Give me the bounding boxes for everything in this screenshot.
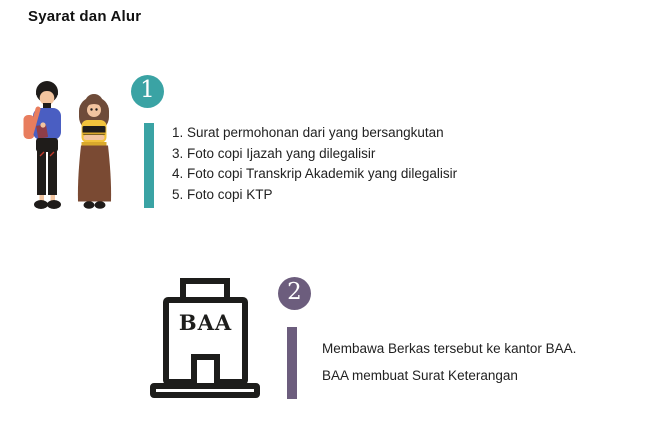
step-1-badge bbox=[131, 75, 164, 108]
requirement-item: 4. Foto copi Transkrip Akademik yang dilegalisir bbox=[172, 166, 458, 181]
page-title: Syarat dan Alur bbox=[28, 8, 142, 25]
description-line: BAA membuat Surat Keterangan bbox=[322, 368, 518, 383]
requirement-item: 1. Surat permohonan dari yang bersangkutan bbox=[172, 125, 444, 140]
step-2-number: 2 bbox=[287, 279, 302, 305]
building-icon bbox=[148, 274, 262, 400]
step-1-accent-bar bbox=[144, 123, 154, 208]
step-2-description bbox=[322, 335, 576, 389]
building-label: BAA bbox=[178, 310, 233, 335]
step-2-accent-bar bbox=[287, 327, 297, 399]
man-figure bbox=[24, 81, 62, 209]
step-2-badge bbox=[278, 277, 311, 310]
step-1-number: 1 bbox=[140, 77, 155, 103]
students-illustration-icon bbox=[22, 73, 117, 218]
step-1-requirements-list bbox=[172, 123, 457, 205]
requirement-item: 5. Foto copi KTP bbox=[172, 186, 273, 202]
requirement-item: 3. Foto copi Ijazah yang dilegalisir bbox=[172, 145, 376, 161]
woman-figure bbox=[78, 94, 111, 209]
description-line: Membawa Berkas tersebut ke kantor BAA. bbox=[322, 341, 577, 356]
